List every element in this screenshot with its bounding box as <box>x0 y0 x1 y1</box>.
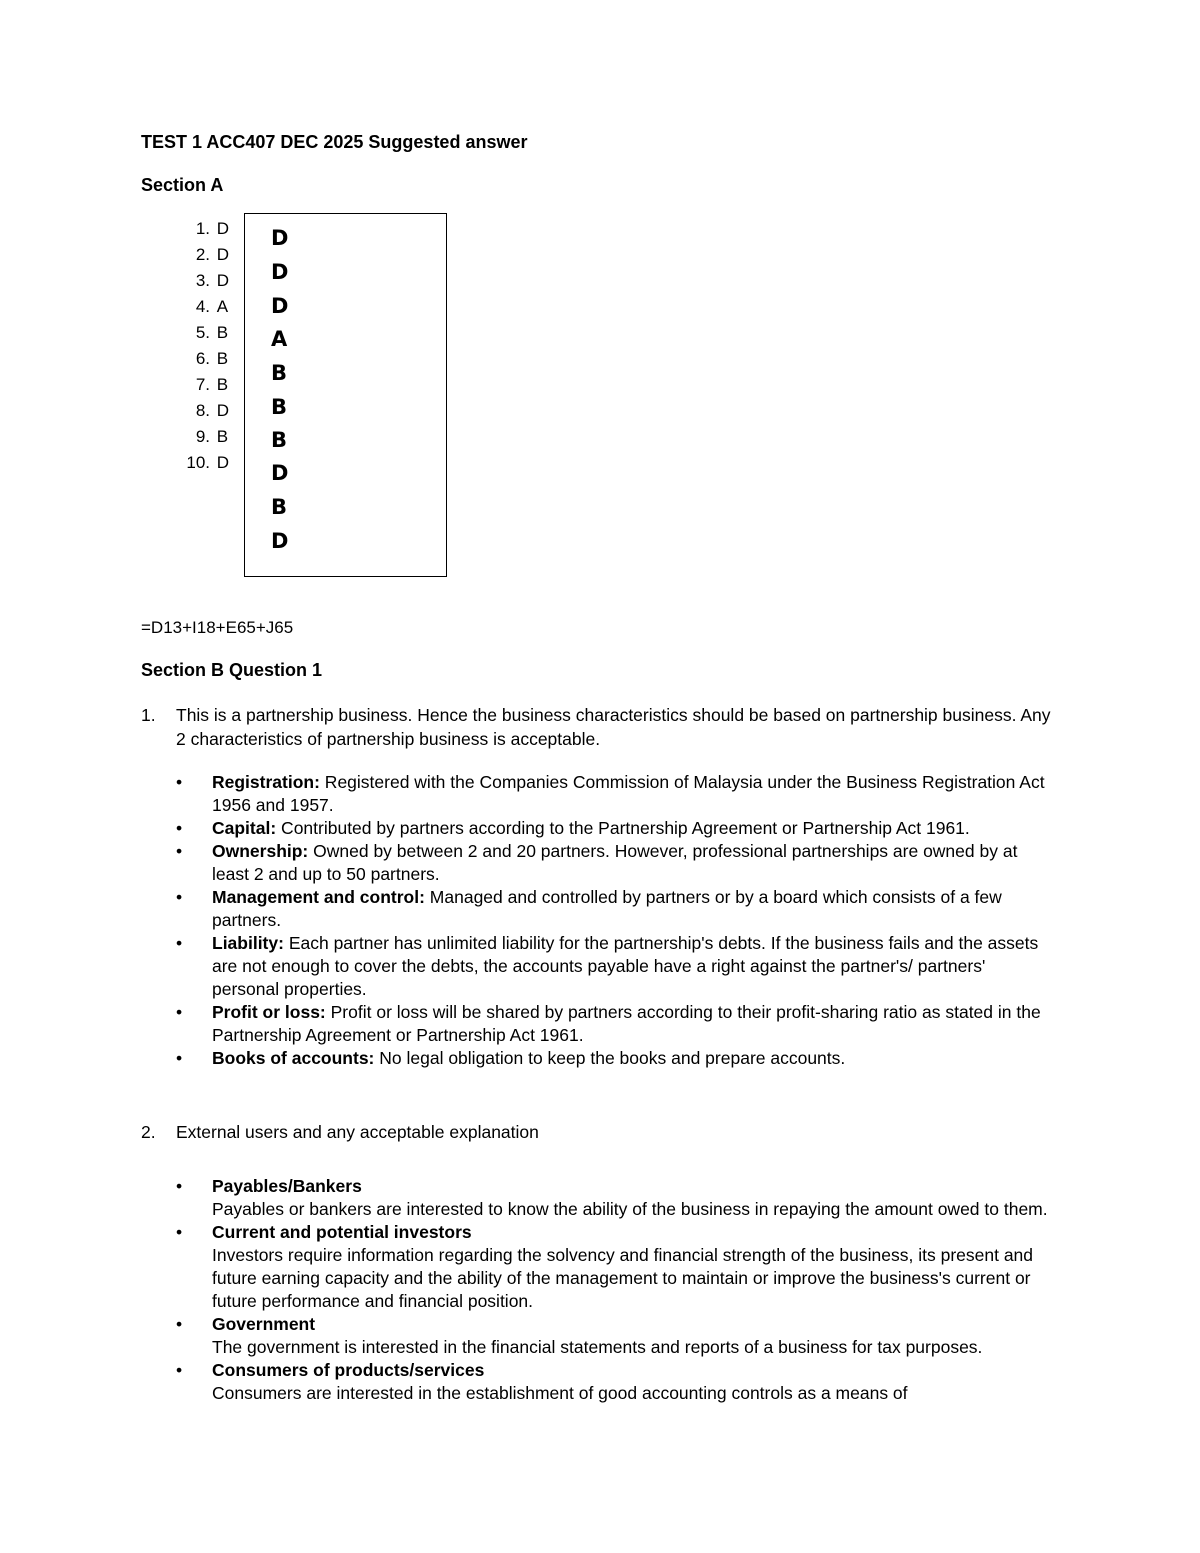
question-number: 2. <box>141 1122 156 1142</box>
box-answer: B <box>271 361 288 385</box>
question-1 <box>141 703 1061 753</box>
bullet-icon: • <box>176 1048 183 1068</box>
bullet-icon: • <box>176 1002 183 1022</box>
box-answer: D <box>271 461 289 485</box>
list-item: • Ownership: Owned by between 2 and 20 partners. However, professional partnerships are owned by at least 2 and up to 50 partners. <box>176 841 1018 884</box>
list-item: • Current and potential investors Investors require information regarding the solvency and financial strength of the business, its present and future earning capacity and the ability of the management to maintain or improve the business's current or future performance and financial position. <box>176 1222 1034 1311</box>
bullet-icon: • <box>176 887 183 907</box>
section-a-heading: Section A <box>141 175 224 195</box>
box-answer: B <box>271 495 288 519</box>
box-answer: D <box>271 260 289 284</box>
bullet-icon: • <box>176 933 183 953</box>
formula-text: =D13+I18+E65+J65 <box>141 618 294 637</box>
list-item: • Registration: Registered with the Companies Commission of Malaysia under the Business Registration Act 1956 and 1957. <box>176 772 1045 815</box>
list-item: 3. D <box>195 271 230 290</box>
list-item: • Management and control: Managed and controlled by partners or by a board which consists of a few partners. <box>176 887 1002 930</box>
answer-box <box>244 213 447 577</box>
bullet-icon: • <box>176 1360 183 1380</box>
box-answer: D <box>271 226 289 250</box>
bullet-icon: • <box>176 1176 183 1196</box>
list-item: 6. B <box>195 349 229 368</box>
box-answer: D <box>271 529 289 553</box>
list-item: 8. D <box>195 401 230 420</box>
bullet-icon: • <box>176 772 183 792</box>
q2-bullet-list <box>176 1175 1056 1405</box>
list-item: • Payables/Bankers Payables or bankers are interested to know the ability of the business in repaying the amount owed to them. <box>176 1176 1048 1219</box>
bullet-icon: • <box>176 1222 183 1242</box>
box-answer: B <box>271 395 288 419</box>
question-text: This is a partnership business. Hence the business characteristics should be based on partnership business. Any 2 characteristics of partnership business is acceptable. <box>176 705 1051 749</box>
bullet-icon: • <box>176 818 183 838</box>
question-2 <box>141 1120 1061 1146</box>
list-item: 2. D <box>195 245 230 264</box>
q1-bullet-list <box>176 771 1056 1070</box>
list-item: 10. D <box>186 453 230 472</box>
list-item: • Capital: Contributed by partners according to the Partnership Agreement or Partnership Act 1961. <box>176 818 970 838</box>
section-b-heading: Section B Question 1 <box>141 660 323 680</box>
document-title: TEST 1 ACC407 DEC 2025 Suggested answer <box>141 132 528 152</box>
list-item: • Consumers of products/services Consumers are interested in the establishment of good accounting controls as a means of <box>176 1360 908 1403</box>
list-item: 1. D <box>195 219 230 238</box>
list-item: 4. A <box>195 297 229 316</box>
list-item: • Liability: Each partner has unlimited liability for the partnership's debts. If the business fails and the assets are not enough to cover the debts, the accounts payable have a right against the partner's/ partners' personal properties. <box>176 933 1039 999</box>
section-a-answer-list <box>176 216 229 476</box>
list-item: 9. B <box>195 427 229 446</box>
box-answer: D <box>271 294 289 318</box>
question-number: 1. <box>141 705 156 725</box>
list-item: • Books of accounts: No legal obligation to keep the books and prepare accounts. <box>176 1048 846 1068</box>
bullet-icon: • <box>176 841 183 861</box>
list-item: • Profit or loss: Profit or loss will be shared by partners according to their profit-sharing ratio as stated in the Partnership Agreement or Partnership Act 1961. <box>176 1002 1041 1045</box>
box-answer: A <box>271 327 288 351</box>
list-item: 5. B <box>195 323 229 342</box>
bullet-icon: • <box>176 1314 183 1334</box>
list-item: • Government The government is interested in the financial statements and reports of a business for tax purposes. <box>176 1314 983 1357</box>
list-item: 7. B <box>195 375 229 394</box>
box-answer: B <box>271 428 288 452</box>
question-text: External users and any acceptable explanation <box>176 1122 539 1142</box>
